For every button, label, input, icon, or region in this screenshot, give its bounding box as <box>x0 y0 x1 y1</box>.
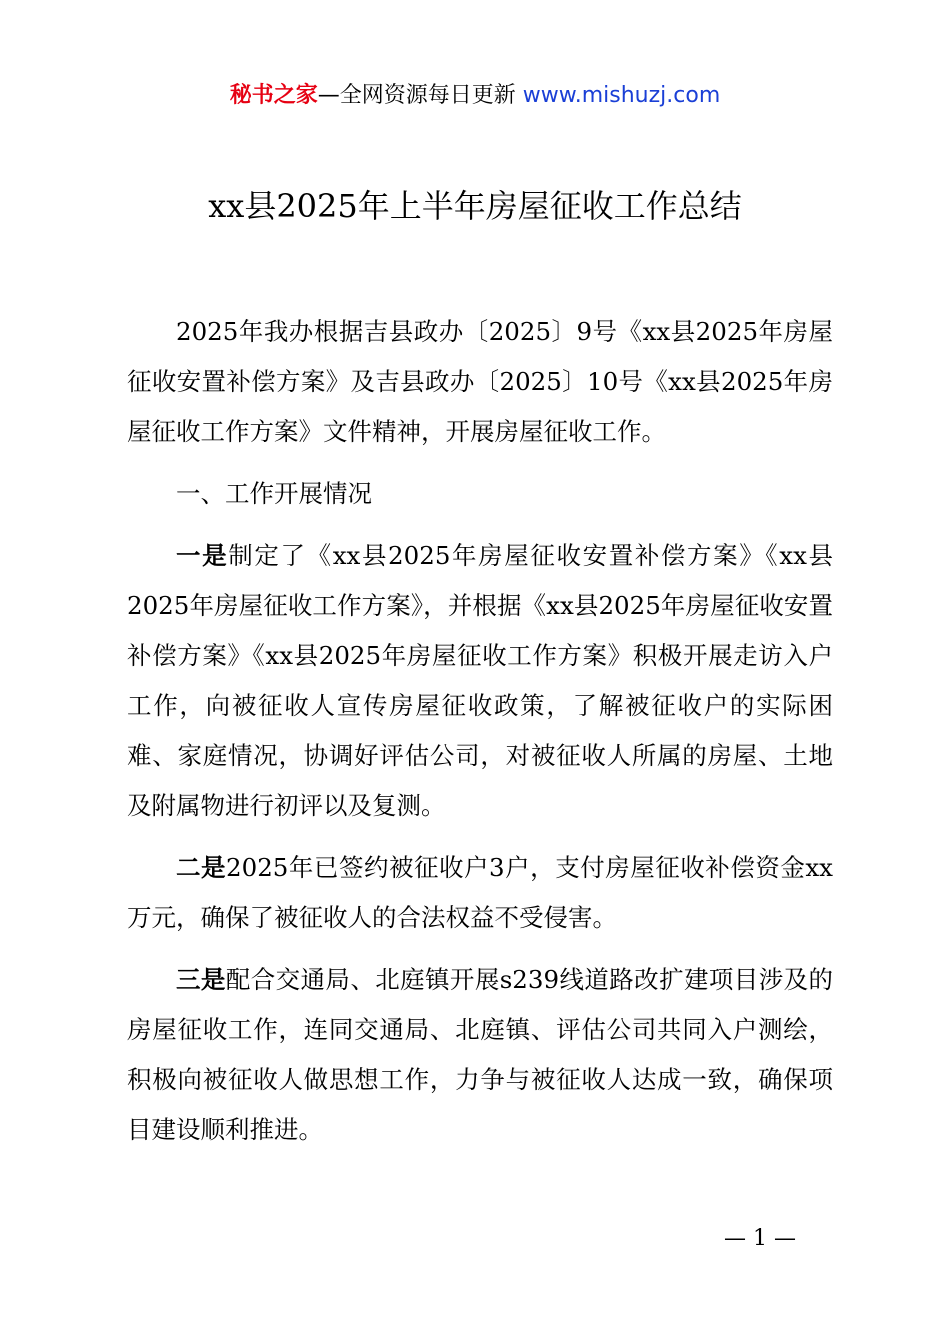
item-lead: 二是 <box>176 853 227 882</box>
site-url-link[interactable]: www.mishuzj.com <box>522 83 721 108</box>
item-lead: 一是 <box>176 541 229 570</box>
site-header <box>0 80 950 112</box>
document-title: xx县2025年上半年房屋征收工作总结 <box>208 187 742 225</box>
brand-name: 秘书之家 <box>229 83 318 108</box>
section-heading: 一、工作开展情况 <box>176 479 372 508</box>
page-number: — 1 — <box>724 1226 796 1251</box>
item-text: 配合交通局、北庭镇开展s239线道路改扩建项目涉及的房屋征收工作，连同交通局、北庭镇、评估公司共同入户测绘，积极向被征收人做思想工作，力争与被征收人达成一致，确保项目建设顺利推进。 <box>127 965 833 1144</box>
header-slogan: —全网资源每日更新 <box>317 83 516 108</box>
item-paragraph-2 <box>127 843 833 943</box>
item-lead: 三是 <box>176 965 226 994</box>
item-text: 2025年已签约被征收户3户，支付房屋征收补偿资金xx万元，确保了被征收人的合法权益不受侵害。 <box>127 853 834 932</box>
document-body <box>127 307 833 1155</box>
item-paragraph-1 <box>127 531 833 831</box>
intro-paragraph: 2025年我办根据吉县政办〔2025〕9号《xx县2025年房屋征收安置补偿方案》及吉县政办〔2025〕10号《xx县2025年房屋征收工作方案》文件精神，开展房屋征收工作。 <box>127 317 833 446</box>
item-text: 制定了《xx县2025年房屋征收安置补偿方案》《xx县2025年房屋征收工作方案》，并根据《xx县2025年房屋征收安置补偿方案》《xx县2025年房屋征收工作方案》积极开展走访入户工作，向被征收人宣传房屋征收政策，了解被征收户的实际困难、家庭情况，协调好评估公司，对被征收人所属的房屋、土地及附属物进行初评以及复测。 <box>127 541 833 820</box>
item-paragraph-3 <box>127 955 833 1155</box>
